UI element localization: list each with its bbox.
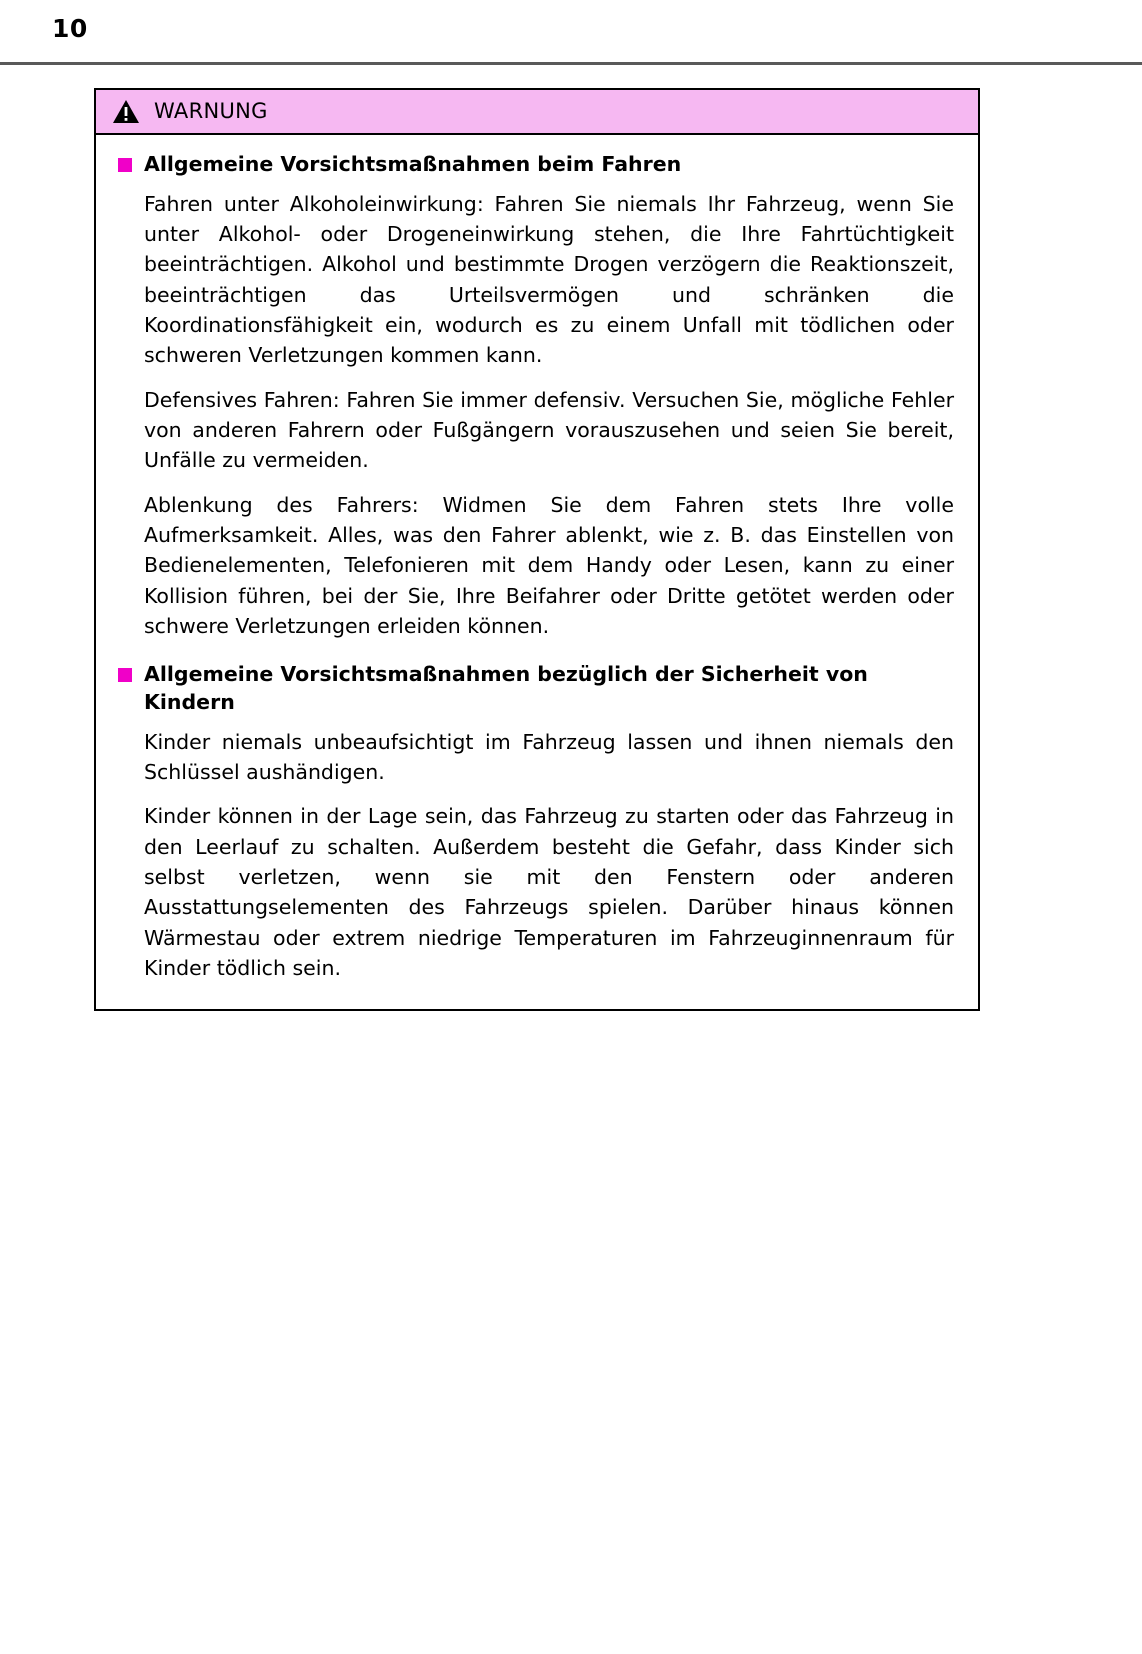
page-number: 10 [52,14,88,43]
warning-paragraph: Defensives Fahren: Fahren Sie immer defensiv. Versuchen Sie, mögliche Fehler von anderen Fahrern oder Fußgängern vorauszusehen und seien Sie bereit, Unfälle zu vermeiden. [144,387,954,473]
warning-title-bar [96,90,978,135]
warning-paragraph: Kinder niemals unbeaufsichtigt im Fahrzeug lassen und ihnen niemals den Schlüssel aushändigen. [144,729,954,784]
warning-title: WARNUNG [154,99,268,123]
page-header [0,0,1142,66]
warning-triangle-icon [112,99,140,124]
warning-paragraph: Fahren unter Alkoholeinwirkung: Fahren Sie niemals Ihr Fahrzeug, wenn Sie unter Alkohol- oder Drogeneinwirkung stehen, die Ihre Fahrtüchtigkeit beeinträchtigen. Alkohol und bestimmte Drogen verzögern die Reaktionszeit, beeinträchtigen das Urteilsvermögen und schränken die Koordinationsfähigkeit ein, wodurch es zu einem Unfall mit tödlichen oder schweren Verletzungen kommen kann. [144,191,954,368]
warning-section-heading-1 [118,151,956,179]
warning-box [94,88,980,1011]
bullet-square-icon [118,158,132,172]
warning-paragraph: Ablenkung des Fahrers: Widmen Sie dem Fahren stets Ihre volle Aufmerksamkeit. Alles, was den Fahrer ablenkt, wie z. B. das Einstellen von Bedienelementen, Telefonieren mit dem Handy oder Lesen, kann zu einer Kollision führen, bei der Sie, Ihre Beifahrer oder Dritte getötet werden oder schwere Verletzungen erleiden können. [144,492,954,638]
header-divider [0,62,1142,65]
warning-body [96,135,978,1009]
warning-paragraph: Kinder können in der Lage sein, das Fahrzeug zu starten oder das Fahrzeug in den Leerlauf zu schalten. Außerdem besteht die Gefahr, dass Kinder sich selbst verletzen, wenn sie mit den Fenstern oder anderen Ausstattungselementen des Fahrzeugs spielen. Darüber hinaus können Wärmestau oder extrem niedrige Temperaturen im Fahrzeuginnenraum für Kinder tödlich sein. [144,804,954,980]
bullet-square-icon [118,668,132,682]
section-heading-label: Allgemeine Vorsichtsmaßnahmen bezüglich der Sicherheit von Kindern [144,662,868,714]
warning-section-heading-2 [118,661,956,716]
section-heading-label: Allgemeine Vorsichtsmaßnahmen beim Fahren [144,152,682,176]
